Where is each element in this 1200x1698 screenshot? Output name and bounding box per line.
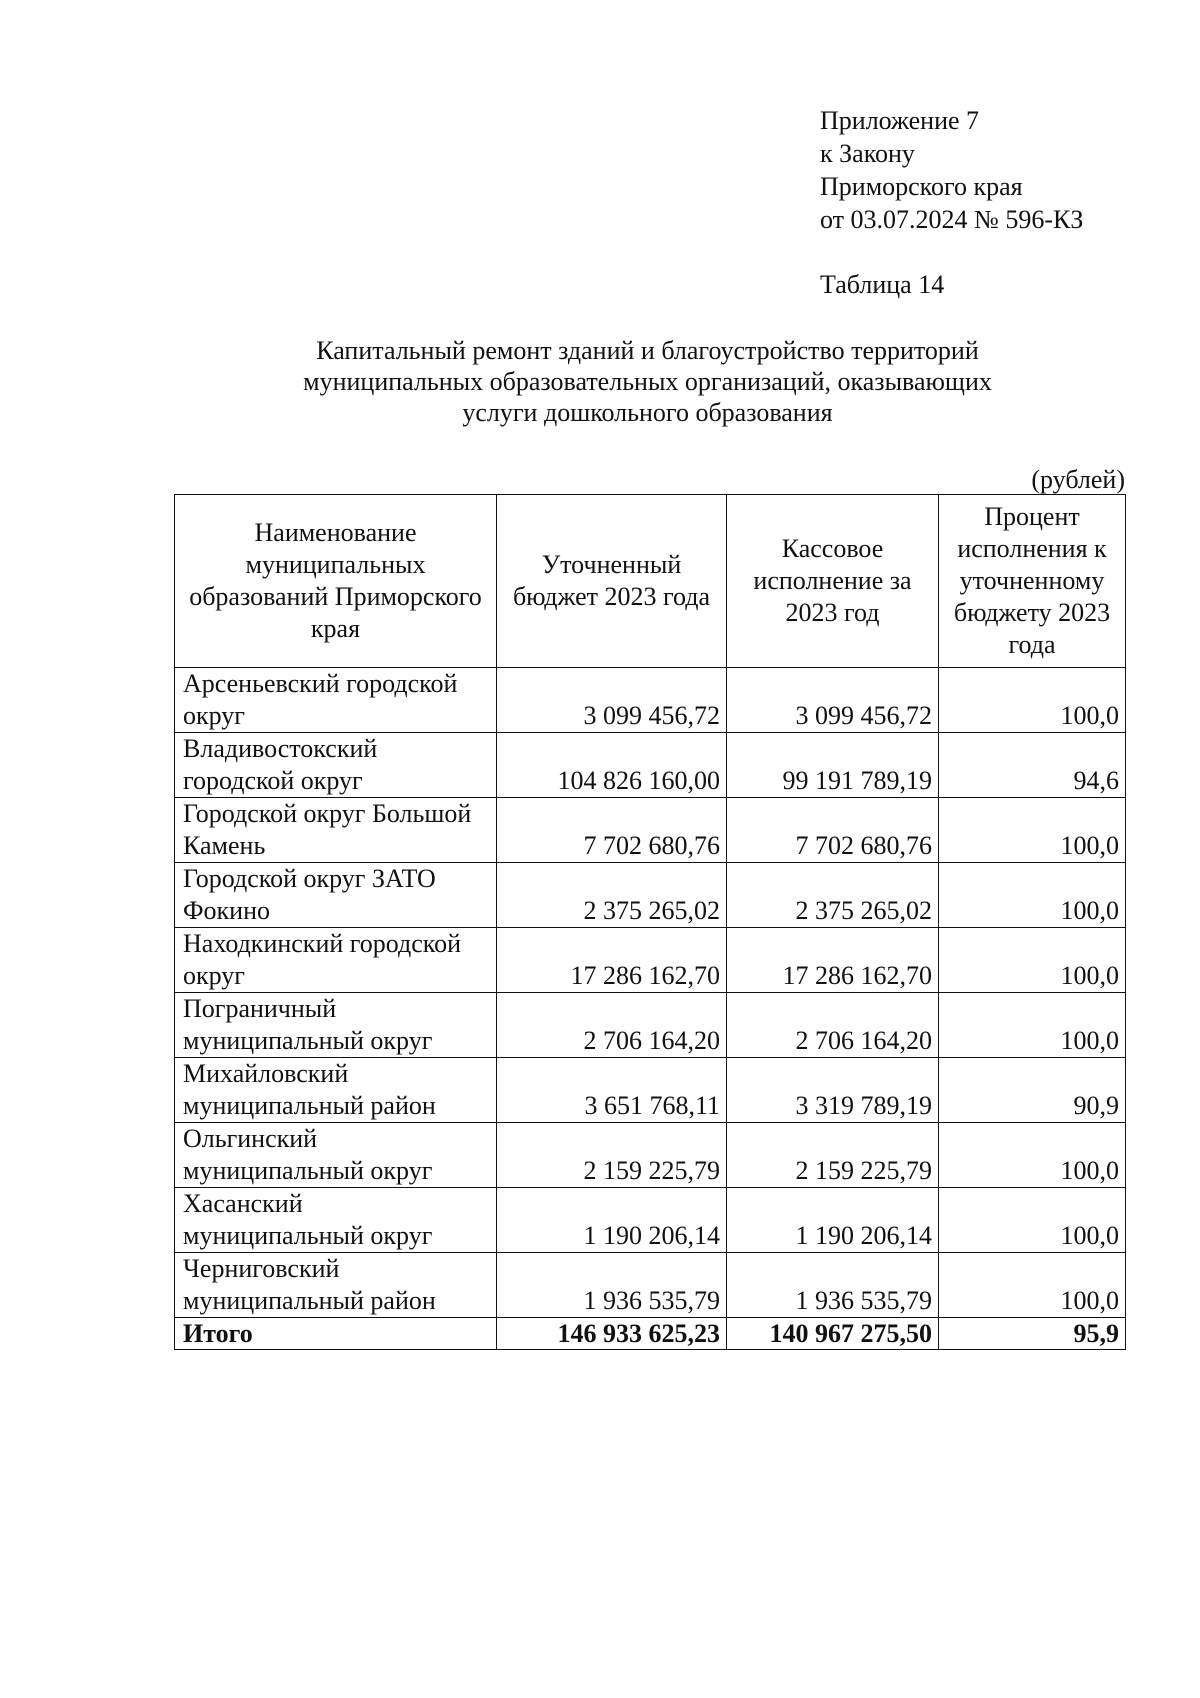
- cell-percent: 100,0: [939, 1123, 1126, 1188]
- cell-budget: 1 190 206,14: [497, 1188, 727, 1253]
- table-row: [175, 863, 1126, 928]
- cell-executed: 2 706 164,20: [727, 993, 939, 1058]
- units-label: (рублей): [1031, 465, 1125, 494]
- cell-executed: 3 319 789,19: [727, 1058, 939, 1123]
- cell-budget: 2 159 225,79: [497, 1123, 727, 1188]
- cell-budget: 3 099 456,72: [497, 668, 727, 733]
- cell-budget: 7 702 680,76: [497, 798, 727, 863]
- cell-municipality: Городской округ Большой Камень: [175, 798, 497, 863]
- cell-municipality: Пограничный муниципальный округ: [175, 993, 497, 1058]
- table-row: [175, 1253, 1126, 1318]
- cell-municipality: Арсеньевский городской округ: [175, 668, 497, 733]
- cell-municipality: Находкинский городской округ: [175, 928, 497, 993]
- cell-executed: 99 191 789,19: [727, 733, 939, 798]
- total-percent: 95,9: [939, 1318, 1126, 1350]
- cell-budget: 104 826 160,00: [497, 733, 727, 798]
- cell-percent: 100,0: [939, 668, 1126, 733]
- header-executed: Кассовое исполнение за 2023 год: [727, 495, 939, 668]
- cell-budget: 2 706 164,20: [497, 993, 727, 1058]
- header-budget: Уточненный бюджет 2023 года: [497, 495, 727, 668]
- budget-table: [174, 494, 1126, 1350]
- cell-percent: 94,6: [939, 733, 1126, 798]
- cell-percent: 100,0: [939, 863, 1126, 928]
- appendix-line: Приморского края: [820, 172, 1023, 201]
- cell-executed: 7 702 680,76: [727, 798, 939, 863]
- appendix-line: к Закону: [820, 139, 915, 168]
- cell-budget: 17 286 162,70: [497, 928, 727, 993]
- table-row: [175, 928, 1126, 993]
- appendix-line: от 03.07.2024 № 596-КЗ: [820, 205, 1084, 234]
- cell-percent: 100,0: [939, 993, 1126, 1058]
- cell-executed: 3 099 456,72: [727, 668, 939, 733]
- table-row: [175, 733, 1126, 798]
- table-number: Таблица 14: [820, 270, 945, 299]
- table-row: [175, 668, 1126, 733]
- cell-executed: 2 375 265,02: [727, 863, 939, 928]
- cell-executed: 1 190 206,14: [727, 1188, 939, 1253]
- cell-municipality: Черниговский муниципальный район: [175, 1253, 497, 1318]
- cell-municipality: Хасанский муниципальный округ: [175, 1188, 497, 1253]
- cell-executed: 1 936 535,79: [727, 1253, 939, 1318]
- header-percent: Процент исполнения к уточненному бюджету 2023 года: [939, 495, 1126, 668]
- cell-percent: 100,0: [939, 798, 1126, 863]
- table-row: [175, 1123, 1126, 1188]
- appendix-reference: [820, 104, 1083, 236]
- cell-budget: 1 936 535,79: [497, 1253, 727, 1318]
- cell-percent: 100,0: [939, 1253, 1126, 1318]
- total-budget: 146 933 625,23: [497, 1318, 727, 1350]
- document-title: [180, 335, 1115, 428]
- cell-municipality: Владивостокский городской округ: [175, 733, 497, 798]
- appendix-line: Приложение 7: [820, 106, 980, 135]
- cell-percent: 100,0: [939, 1188, 1126, 1253]
- title-line: муниципальных образовательных организаций, оказывающих: [303, 367, 992, 396]
- cell-budget: 2 375 265,02: [497, 863, 727, 928]
- table-row: [175, 798, 1126, 863]
- cell-budget: 3 651 768,11: [497, 1058, 727, 1123]
- table-row: [175, 1188, 1126, 1253]
- table-row: [175, 1058, 1126, 1123]
- table-total-row: [175, 1318, 1126, 1350]
- header-municipality: Наименование муниципальных образований Приморского края: [175, 495, 497, 668]
- total-executed: 140 967 275,50: [727, 1318, 939, 1350]
- title-line: услуги дошкольного образования: [462, 398, 833, 427]
- cell-executed: 17 286 162,70: [727, 928, 939, 993]
- total-label: Итого: [175, 1318, 497, 1350]
- table-row: [175, 993, 1126, 1058]
- cell-municipality: Ольгинский муниципальный округ: [175, 1123, 497, 1188]
- cell-municipality: Михайловский муниципальный район: [175, 1058, 497, 1123]
- cell-percent: 90,9: [939, 1058, 1126, 1123]
- cell-executed: 2 159 225,79: [727, 1123, 939, 1188]
- title-line: Капитальный ремонт зданий и благоустройство территорий: [316, 336, 979, 365]
- cell-percent: 100,0: [939, 928, 1126, 993]
- table-header-row: [175, 495, 1126, 668]
- cell-municipality: Городской округ ЗАТО Фокино: [175, 863, 497, 928]
